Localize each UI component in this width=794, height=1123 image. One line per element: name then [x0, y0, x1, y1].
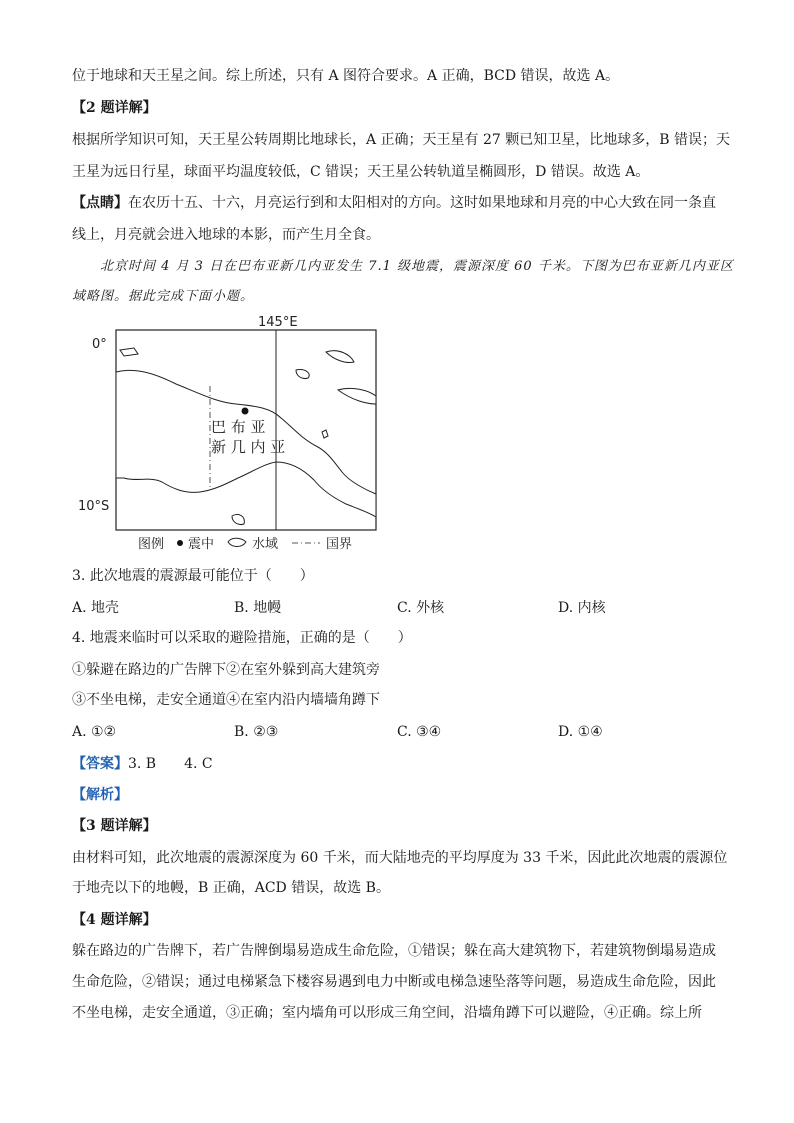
q3-detail-header: 【3 题详解】 — [72, 818, 157, 834]
text-line: 不坐电梯，走安全通道，③正确；室内墙角可以形成三角空间，沿墙角蹲下可以避险，④正确。综上所 — [72, 1005, 702, 1021]
dianjing-text: 在农历十五、十六，月亮运行到和太阳相对的方向。这时如果地球和月亮的中心大致在同一条直 — [128, 195, 716, 211]
legend-border: 国界 — [326, 537, 353, 552]
q4-option-d: D. ①④ — [558, 724, 603, 740]
legend-water: 水域 — [252, 537, 279, 552]
longitude-label: 145°E — [258, 315, 298, 330]
country-label: 新 几 内 亚 — [211, 438, 286, 456]
q4-statements: ①躲避在路边的广告牌下②在室外躲到高大建筑旁 — [72, 662, 380, 678]
q3-option-d: D. 内核 — [558, 600, 606, 616]
q3-option-a: A. 地壳 — [72, 600, 120, 616]
intro-line: 域略图。据此完成下面小题。 — [72, 289, 255, 304]
analysis-label: 【解析】 — [72, 787, 128, 803]
q4-option-a: A. ①② — [72, 724, 117, 740]
legend-title: 图例 — [138, 537, 165, 552]
dianjing-label: 【点睛】 — [72, 195, 128, 211]
text-line: 王星为远日行星，球面平均温度较低，C 错误；天王星公转轨道呈椭圆形，D 错误。故选 A。 — [72, 164, 650, 180]
text-line: 位于地球和天王星之间。综上所述，只有 A 图符合要求。A 正确，BCD 错误，故选 A。 — [72, 68, 620, 84]
island — [120, 348, 138, 356]
legend-water-symbol — [228, 538, 246, 546]
answer-label: 【答案】 — [72, 756, 128, 772]
legend-epicenter: 震中 — [188, 537, 215, 552]
legend-epicenter-symbol — [177, 540, 183, 546]
intro-line: 北京时间 4 月 3 日在巴布亚新几内亚发生 7.1 级地震，震源深度 60 千米。下图为巴布亚新几内亚区 — [100, 259, 734, 274]
png-region-map — [76, 312, 396, 556]
q4-option-c: C. ③④ — [397, 724, 442, 740]
dianjing-line — [72, 193, 716, 213]
answer-line — [72, 754, 213, 774]
question-3: 3. 此次地震的震源最可能位于（ ） — [72, 568, 314, 584]
q3-option-b: B. 地幔 — [234, 600, 282, 616]
q4-detail-header: 【4 题详解】 — [72, 912, 157, 928]
text-line: 根据所学知识可知，天王星公转周期比地球长，A 正确；天王星有 27 颗已知卫星，比地球多，B 错误；天 — [72, 132, 731, 148]
text-line: 由材料可知，此次地震的震源深度为 60 千米，而大陆地壳的平均厚度为 33 千米，因此此次地震的震源位 — [72, 850, 728, 866]
q4-statements: ③不坐电梯，走安全通道④在室内沿内墙墙角蹲下 — [72, 692, 380, 708]
country-label: 巴 布 亚 — [211, 418, 266, 436]
lat-bottom-label: 10°S — [78, 499, 110, 514]
q2-detail-header: 【2 题详解】 — [72, 100, 157, 116]
q3-option-c: C. 外核 — [397, 600, 445, 616]
epicenter-marker — [242, 408, 249, 415]
text-line: 躲在路边的广告牌下，若广告牌倒塌易造成生命危险，①错误；躲在高大建筑物下，若建筑物倒塌易造成 — [72, 943, 716, 959]
text-line: 线上，月亮就会进入地球的本影，而产生月全食。 — [72, 227, 380, 243]
text-line: 生命危险，②错误；通过电梯紧急下楼容易遇到电力中断或电梯急速坠落等问题，易造成生命危险，因此 — [72, 974, 716, 990]
question-4: 4. 地震来临时可以采取的避险措施，正确的是（ ） — [72, 630, 412, 646]
text-line: 于地壳以下的地幔，B 正确，ACD 错误，故选 B。 — [72, 880, 390, 896]
q4-option-b: B. ②③ — [234, 724, 279, 740]
lat-top-label: 0° — [92, 337, 107, 352]
answer-text: 3. B 4. C — [128, 756, 213, 772]
